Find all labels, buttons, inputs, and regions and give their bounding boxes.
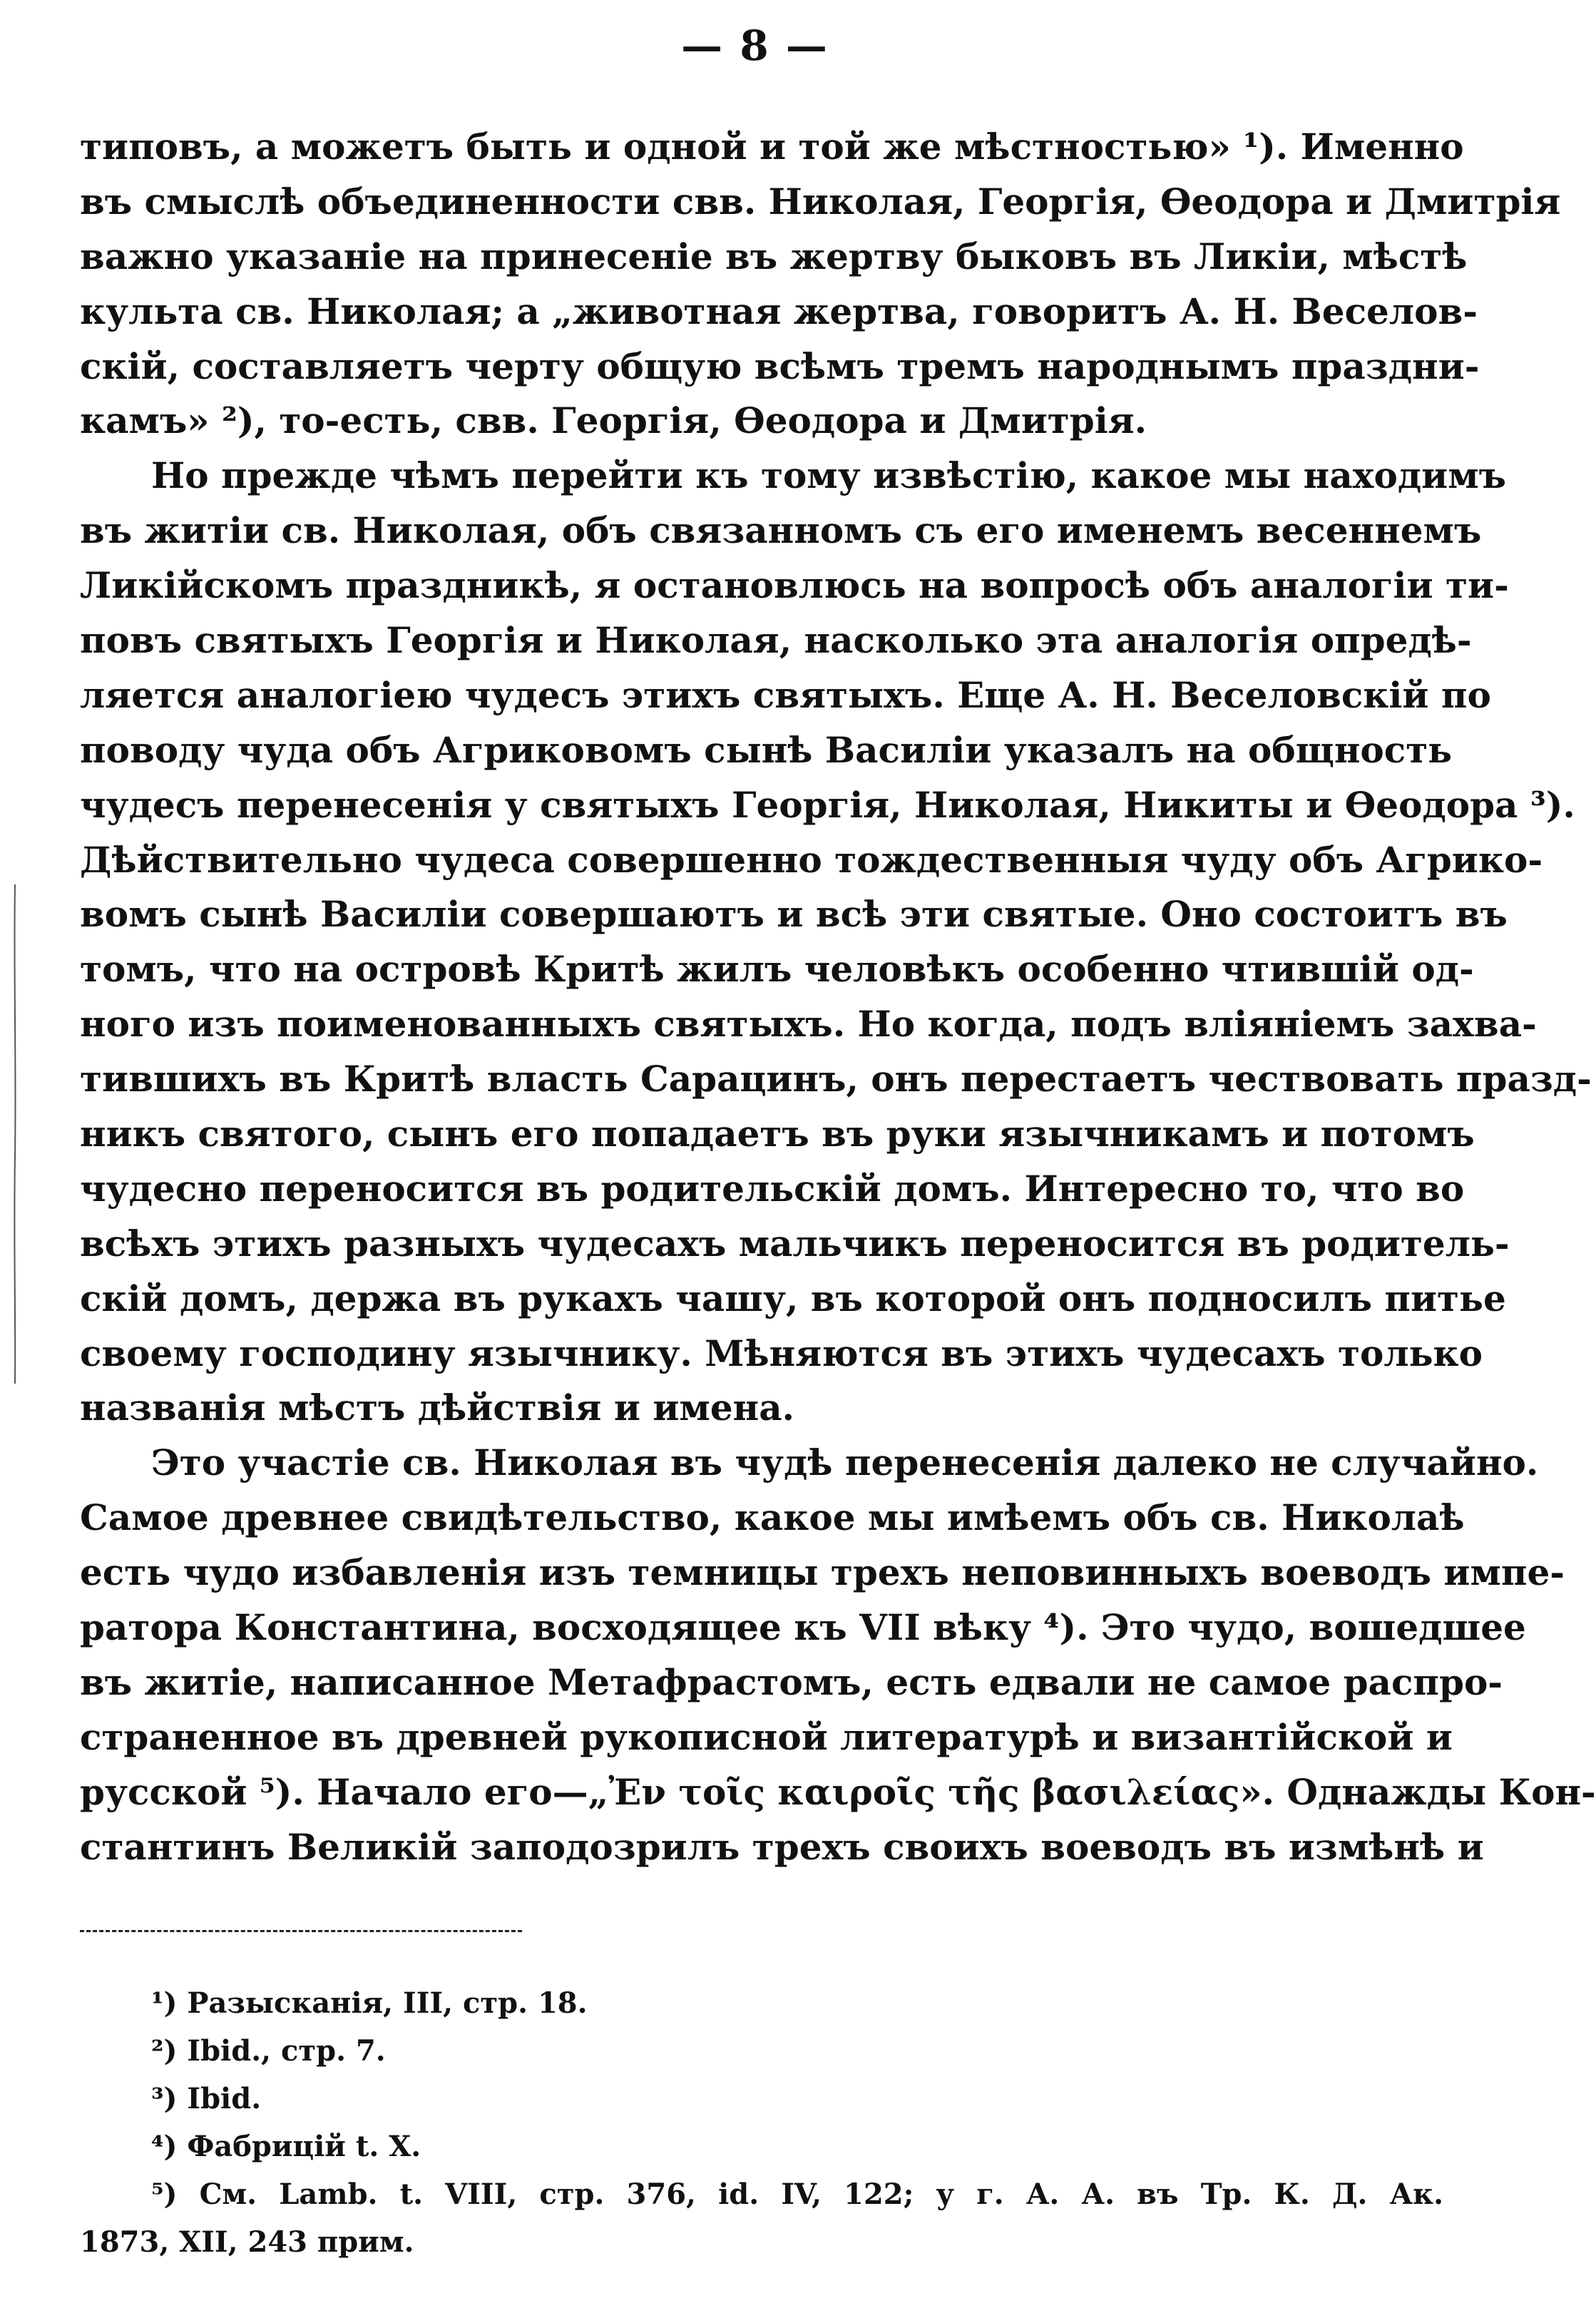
text-line: никъ святого, сынъ его попадаетъ въ руки язычникамъ и потомъ [80,1113,1475,1155]
text-line: Ликійскомъ праздникѣ, я остановлюсь на вопросѣ объ аналогіи ти- [80,564,1509,607]
text-line: томъ, что на островѣ Критѣ жилъ человѣкъ особенно чтившій од- [80,948,1474,991]
footnote-line: ⁵) См. Lamb. t. VIII, стр. 376, id. IV, 122; у г. А. А. въ Тр. К. Д. Ак. [151,2177,1443,2211]
text-line: русской ⁵). Начало его—„Ἐν τοῖς καιροῖς τῆς βασιλείας». Однажды Кон- [80,1770,1596,1813]
text-line: въ житіе, написанное Метафрастомъ, есть едвали не самое распро- [80,1660,1503,1703]
text-line: въ смыслѣ объединенности свв. Николая, Георгія, Ѳеодора и Дмитрія [80,180,1561,223]
footnote-line: ³) Ibid. [151,2082,262,2115]
footnote-line: ¹) Разысканія, III, стр. 18. [151,1986,588,2020]
text-line: ратора Константина, восходящее къ VII вѣку ⁴). Это чудо, вошедшее [80,1606,1526,1649]
margin-pencil-mark [13,884,17,1384]
text-line: Дѣйствительно чудеса совершенно тождественныя чуду объ Агрико- [80,838,1543,881]
text-line: названія мѣстъ дѣйствія и имена. [80,1387,795,1429]
footnotes [80,1979,1443,2266]
text-line: ляется аналогіею чудесъ этихъ святыхъ. Еще А. Н. Веселовскій по [80,673,1491,716]
text-line: чудесъ перенесенія у святыхъ Георгія, Николая, Никиты и Ѳеодора ³). [80,783,1575,826]
text-line: поводу чуда объ Агриковомъ сынѣ Василіи указалъ на общность [80,728,1453,771]
text-line: стантинъ Великій заподозрилъ трехъ своихъ воеводъ въ измѣнѣ и [80,1825,1484,1868]
text-line: Но прежде чѣмъ перейти къ тому извѣстію, какое мы находимъ [151,454,1507,497]
text-line: своему господину язычнику. Мѣняются въ этихъ чудесахъ только [80,1332,1483,1374]
text-line: тившихъ въ Критѣ власть Сарацинъ, онъ перестаетъ чествовать празд- [80,1058,1592,1101]
text-line: вомъ сынѣ Василіи совершаютъ и всѣ эти святые. Оно состоитъ въ [80,893,1508,936]
text-line: культа св. Николая; а „животная жертва, говоритъ А. Н. Веселов- [80,290,1478,332]
text-line: скій домъ, держа въ рукахъ чашу, въ которой онъ подносилъ питье [80,1277,1506,1319]
text-line: чудесно переносится въ родительскій домъ. Интересно то, что во [80,1167,1465,1210]
footnote-line: ⁴) Фабрицій t. X. [151,2130,421,2163]
page-number: — 8 — [681,21,829,70]
text-line: ного изъ поименованныхъ святыхъ. Но когда, подъ вліяніемъ захва- [80,1003,1537,1046]
text-line: камъ» ²), то-есть, свв. Георгія, Ѳеодора и Дмитрія. [80,399,1147,442]
text-line: всѣхъ этихъ разныхъ чудесахъ мальчикъ переносится въ родитель- [80,1222,1510,1265]
text-line: Самое древнее свидѣтельство, какое мы имѣемъ объ св. Николаѣ [80,1496,1465,1539]
text-line: въ житіи св. Николая, объ связанномъ съ его именемъ весеннемъ [80,509,1482,552]
text-line: скій, составляетъ черту общую всѣмъ тремъ народнымъ праздни- [80,344,1480,387]
text-line: важно указаніе на принесеніе въ жертву быковъ въ Ликіи, мѣстѣ [80,235,1468,277]
footnote-line: 1873, XII, 243 прим. [80,2225,414,2259]
text-line: есть чудо избавленія изъ темницы трехъ неповинныхъ воеводъ импе- [80,1551,1565,1594]
text-line: Это участіе св. Николая въ чудѣ перенесенія далеко не случайно. [151,1441,1539,1484]
footnote-line: ²) Ibid., стр. 7. [151,2034,386,2068]
text-line: типовъ, а можетъ быть и одной и той же мѣстностью» ¹). Именно [80,126,1464,168]
footnote-separator [80,1930,522,1935]
text-line: повъ святыхъ Георгія и Николая, насколько эта аналогія опредѣ- [80,619,1472,662]
main-text [80,120,1596,1875]
text-line: страненное въ древней рукописной литературѣ и византійской и [80,1715,1453,1758]
